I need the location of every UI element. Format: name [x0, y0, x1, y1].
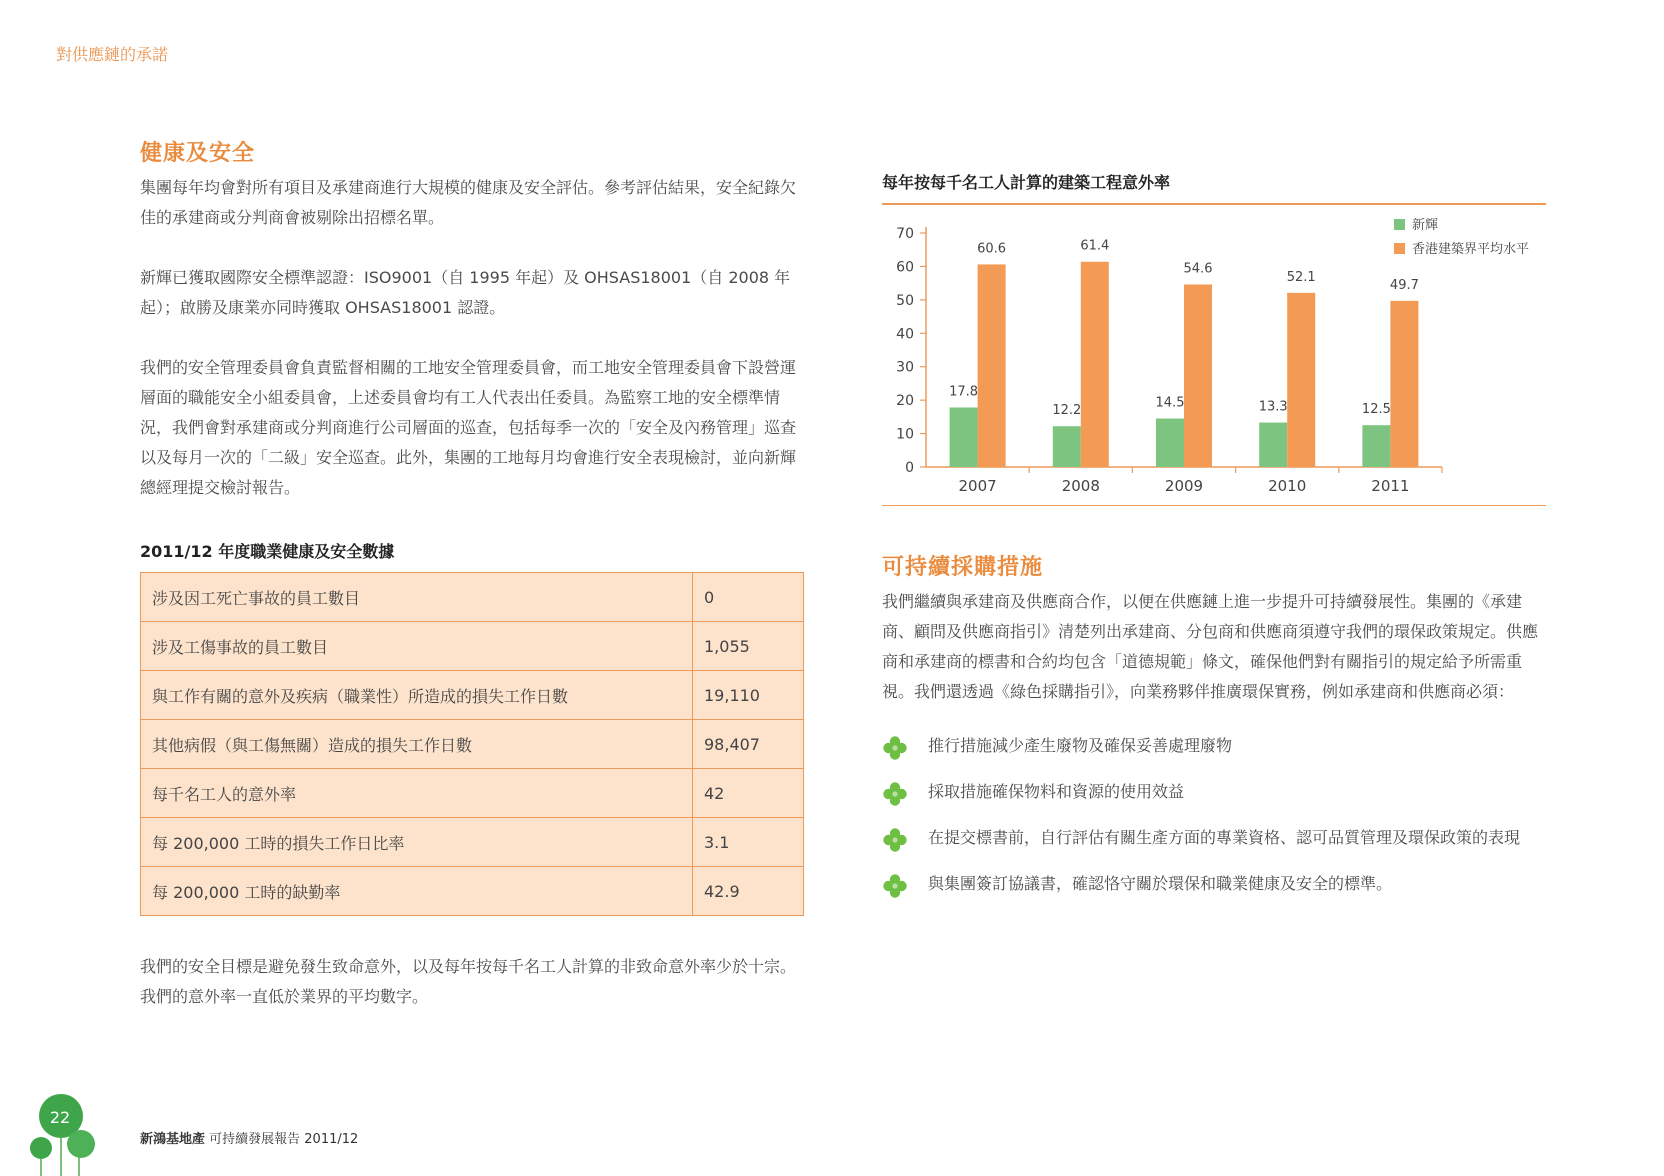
- y-tick-label: 70: [896, 225, 914, 242]
- bar-sunfire: [950, 407, 978, 467]
- table-row: [141, 867, 804, 916]
- table-cell-label: 涉及因工死亡事故的員工數目: [141, 573, 693, 622]
- bar-industry: [1081, 261, 1109, 466]
- y-tick-label: 50: [896, 292, 914, 309]
- safety-goal-paragraph: 我們的安全目標是避免發生致命意外，以及每年按每千名工人計算的非致命意外率少於十宗。我們的意外率一直低於業界的平均數字。: [140, 957, 797, 1006]
- health-safety-heading: 健康及安全: [140, 141, 256, 166]
- table-cell-label: 其他病假（與工傷無關）造成的損失工作日數: [141, 720, 693, 769]
- bar-industry: [1390, 300, 1418, 466]
- table-cell-label: 每 200,000 工時的缺勤率: [141, 867, 693, 916]
- x-tick-label: 2008: [1061, 476, 1100, 495]
- legend-swatch: [1394, 243, 1405, 254]
- clover-icon: [882, 873, 908, 899]
- clover-icon: [882, 735, 908, 761]
- x-tick-label: 2010: [1268, 476, 1307, 495]
- data-label: 14.5: [1155, 395, 1185, 411]
- data-label: 13.3: [1258, 399, 1288, 415]
- chart-bottom-rule: [882, 505, 1546, 507]
- bar-sunfire: [1259, 422, 1287, 466]
- data-label: 49.7: [1389, 277, 1419, 293]
- bullet-text: 採取措施確保物料和資源的使用效益: [928, 782, 1185, 801]
- y-tick-label: 20: [896, 392, 914, 409]
- right-column: [882, 170, 1546, 917]
- y-tick-label: 0: [905, 459, 914, 476]
- table-cell-value: 3.1: [693, 818, 804, 867]
- page-number: 22: [49, 1108, 71, 1127]
- y-tick-label: 10: [896, 426, 914, 443]
- clover-icon: [882, 827, 908, 853]
- procurement-heading: 可持續採購措施: [882, 555, 1044, 580]
- table-cell-label: 每 200,000 工時的損失工作日比率: [141, 818, 693, 867]
- table-cell-label: 與工作有關的意外及疾病（職業性）所造成的損失工作日數: [141, 671, 693, 720]
- safety-data-table: [140, 572, 804, 916]
- accident-rate-bar-chart: [882, 205, 1546, 505]
- legend-label: 新輝: [1412, 217, 1439, 233]
- table-cell-label: 涉及工傷事故的員工數目: [141, 622, 693, 671]
- x-tick-label: 2009: [1164, 476, 1204, 495]
- bar-industry: [978, 264, 1006, 467]
- bar-industry: [1184, 284, 1212, 467]
- bar-sunfire: [1362, 425, 1390, 467]
- data-label: 60.6: [977, 240, 1007, 256]
- list-item: [882, 733, 1546, 759]
- list-item: [882, 871, 1546, 897]
- list-item: [882, 825, 1546, 851]
- data-label: 17.8: [949, 383, 979, 399]
- legend-label: 香港建築界平均水平: [1412, 241, 1530, 257]
- footer-company: 新鴻基地產: [140, 1132, 206, 1147]
- table-row: [141, 573, 804, 622]
- list-item: [882, 779, 1546, 805]
- bullet-text: 與集團簽訂協議書，確認恪守關於環保和職業健康及安全的標準。: [928, 874, 1393, 893]
- section-label: 對供應鏈的承諾: [56, 45, 169, 64]
- bar-sunfire: [1156, 418, 1184, 466]
- table-row: [141, 769, 804, 818]
- table-cell-value: 42: [693, 769, 804, 818]
- y-tick-label: 40: [896, 325, 914, 342]
- bullet-text: 推行措施減少產生廢物及確保妥善處理廢物: [928, 736, 1233, 755]
- table-row: [141, 818, 804, 867]
- table-cell-value: 98,407: [693, 720, 804, 769]
- y-tick-label: 60: [896, 258, 914, 275]
- procurement-bullet-list: [882, 733, 1546, 897]
- health-paragraph-2: 新輝已獲取國際安全標準認證：ISO9001（自 1995 年起）及 OHSAS18001（自 2008 年起）；啟勝及康業亦同時獲取 OHSAS18001 認證。: [140, 268, 791, 317]
- table-cell-label: 每千名工人的意外率: [141, 769, 693, 818]
- y-tick-label: 30: [896, 359, 914, 376]
- health-safety-column: [140, 136, 804, 1012]
- table-cell-value: 1,055: [693, 622, 804, 671]
- bar-sunfire: [1053, 426, 1081, 467]
- table-cell-value: 19,110: [693, 671, 804, 720]
- table-cell-value: 42.9: [693, 867, 804, 916]
- procurement-intro: 我們繼續與承建商及供應商合作，以便在供應鏈上進一步提升可持續發展性。集團的《承建商、顧問及供應商指引》清楚列出承建商、分包商和供應商須遵守我們的環保政策規定。供應商和承建商的標書和合約均包含「道德規範」條文，確保他們對有關指引的規定給予所需重視。我們還透過《綠色採購指引》，向業務夥伴推廣環保實務，例如承建商和供應商必須：: [882, 592, 1539, 701]
- tree-logo-icon: [24, 1092, 104, 1176]
- table-row: [141, 671, 804, 720]
- health-paragraph-1: 集團每年均會對所有項目及承建商進行大規模的健康及安全評估。參考評估結果，安全紀錄欠佳的承建商或分判商會被剔除出招標名單。: [140, 178, 797, 227]
- data-label: 12.5: [1361, 401, 1391, 417]
- clover-icon: [882, 781, 908, 807]
- x-tick-label: 2007: [958, 476, 997, 495]
- safety-table-title: 2011/12 年度職業健康及安全數據: [140, 542, 395, 561]
- bullet-text: 在提交標書前，自行評估有關生產方面的專業資格、認可品質管理及環保政策的表現: [928, 828, 1521, 847]
- bar-industry: [1287, 292, 1315, 466]
- data-label: 54.6: [1183, 260, 1213, 276]
- table-row: [141, 622, 804, 671]
- footer-report: 可持續發展報告 2011/12: [209, 1132, 359, 1147]
- table-cell-value: 0: [693, 573, 804, 622]
- health-paragraph-3: 我們的安全管理委員會負責監督相關的工地安全管理委員會，而工地安全管理委員會下設營運層面的職能安全小組委員會，上述委員會均有工人代表出任委員。為監察工地的安全標準情況，我們會對承建商或分判商進行公司層面的巡查，包括每季一次的「安全及內務管理」巡查以及每月一次的「二級」安全巡查。此外，集團的工地每月均會進行安全表現檢討，並向新輝總經理提交檢討報告。: [140, 358, 797, 497]
- table-row: [141, 720, 804, 769]
- legend-swatch: [1394, 219, 1405, 230]
- data-label: 12.2: [1052, 402, 1082, 418]
- chart-title: 每年按每千名工人計算的建築工程意外率: [882, 173, 1171, 192]
- data-label: 61.4: [1080, 238, 1110, 254]
- data-label: 52.1: [1286, 269, 1316, 285]
- footer: [140, 1128, 358, 1147]
- x-tick-label: 2011: [1371, 476, 1410, 495]
